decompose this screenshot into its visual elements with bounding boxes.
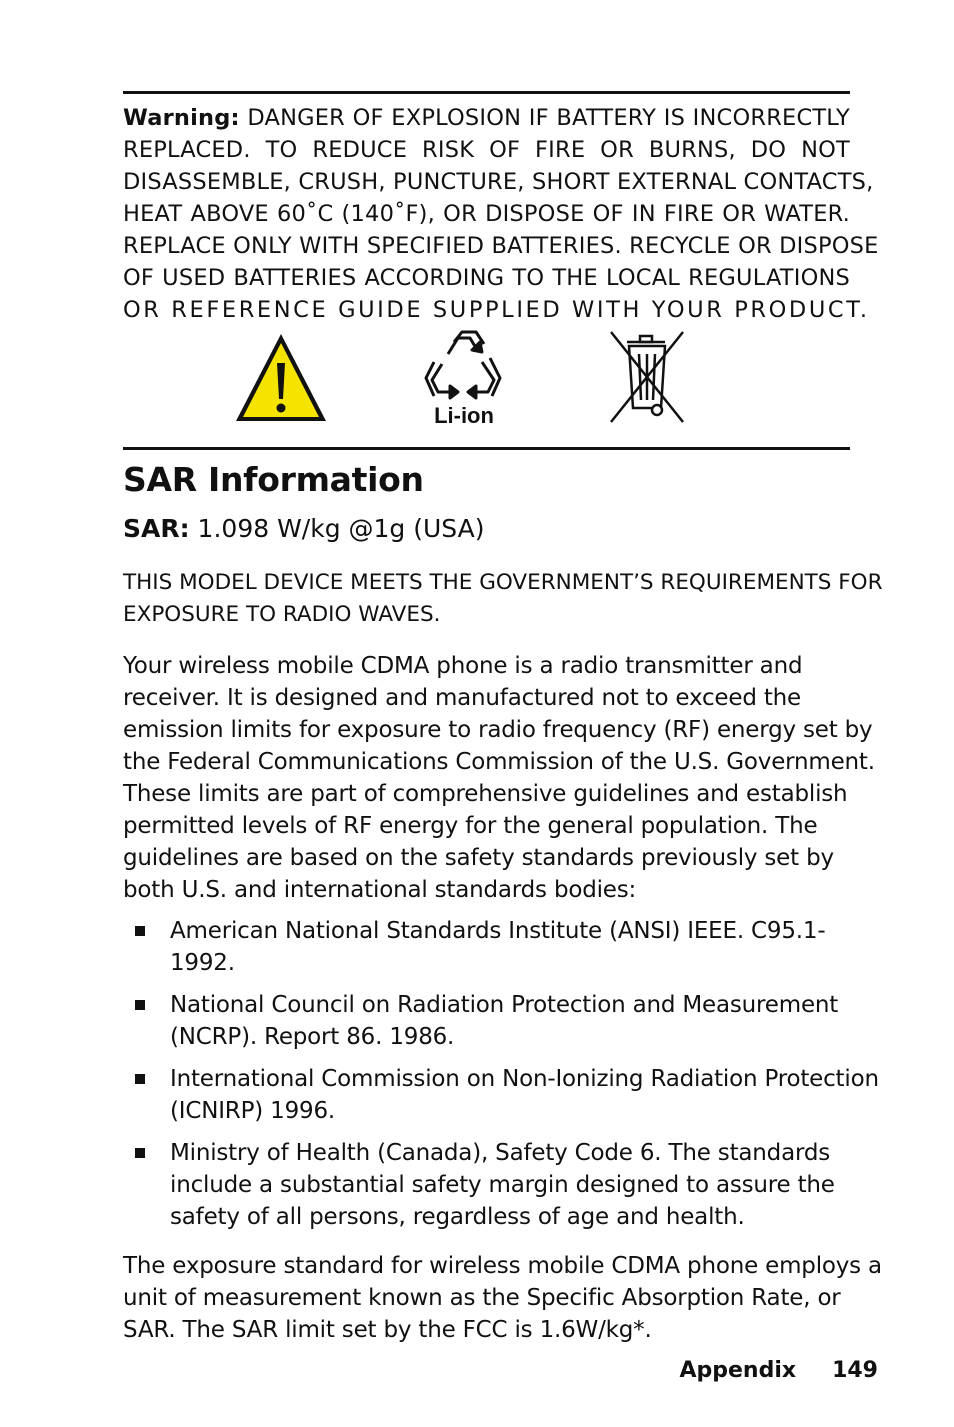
sar-definition-paragraph: The exposure standard for wireless mobile CDMA phone employs a unit of measurement known as the Specific Absorption Rate, or SAR. The SAR limit set by the FCC is 1.6W/kg*. — [123, 1253, 882, 1343]
list-item: International Commission on Non-Ionizing Radiation Protection (ICNIRP) 1996. — [123, 1063, 883, 1127]
standards-list — [123, 915, 883, 1243]
battery-warning — [123, 102, 879, 326]
list-item: National Council on Radiation Protection and Measurement (NCRP). Report 86. 1986. — [123, 989, 883, 1053]
page-number: 149 — [832, 1358, 878, 1383]
top-rule — [123, 91, 850, 94]
sar-value: 1.098 W/kg @1g (USA) — [189, 514, 485, 543]
square-bullet-icon — [135, 926, 145, 936]
square-bullet-icon — [135, 1000, 145, 1010]
warning-line: Warning: DANGER OF EXPLOSION IF BATTERY IS INCORRECTLY — [123, 105, 850, 131]
warning-line: REPLACED. TO REDUCE RISK OF FIRE OR BURNS, DO NOT — [123, 137, 850, 163]
page-footer — [679, 1358, 878, 1383]
warning-line: HEAT ABOVE 60˚C (140˚F), OR DISPOSE OF IN FIRE OR WATER. — [123, 201, 850, 227]
section-title: SAR Information — [123, 460, 424, 499]
warning-line: DISASSEMBLE, CRUSH, PUNCTURE, SHORT EXTERNAL CONTACTS, — [123, 169, 874, 195]
warning-label: Warning: — [123, 105, 240, 131]
crossed-out-bin-icon — [607, 328, 687, 426]
sar-label: SAR: — [123, 514, 190, 543]
intro-paragraph: Your wireless mobile CDMA phone is a radio transmitter and receiver. It is designed and manufactured not to exceed the emission limits for exposure to radio frequency (RF) energy set by the Federal Communications Commission of the U.S. Government. These limits are part of comprehensive guidelines and establish permitted levels of RF energy for the general population. The guidelines are based on the safety standards previously set by both U.S. and international standards bodies: — [123, 653, 875, 903]
li-ion-label: Li-ion — [434, 403, 494, 428]
sar-value-line — [123, 514, 484, 543]
warning-line: OR REFERENCE GUIDE SUPPLIED WITH YOUR PRODUCT. — [123, 297, 870, 323]
square-bullet-icon — [135, 1074, 145, 1084]
warning-line: REPLACE ONLY WITH SPECIFIED BATTERIES. RECYCLE OR DISPOSE — [123, 233, 879, 259]
warning-line: OF USED BATTERIES ACCORDING TO THE LOCAL REGULATIONS — [123, 265, 850, 291]
list-item: American National Standards Institute (ANSI) IEEE. C95.1-1992. — [123, 915, 883, 979]
safety-icons — [0, 328, 954, 428]
li-ion-recycle-icon — [424, 328, 504, 428]
section-rule — [123, 447, 850, 450]
compliance-statement: THIS MODEL DEVICE MEETS THE GOVERNMENT’S REQUIREMENTS FOR EXPOSURE TO RADIO WAVES. — [123, 570, 883, 627]
list-item: Ministry of Health (Canada), Safety Code 6. The standards include a substantial safety margin designed to assure the safety of all persons, regardless of age and health. — [123, 1137, 883, 1233]
footer-section: Appendix — [679, 1358, 797, 1383]
warning-triangle-icon — [233, 331, 329, 425]
square-bullet-icon — [135, 1148, 145, 1158]
